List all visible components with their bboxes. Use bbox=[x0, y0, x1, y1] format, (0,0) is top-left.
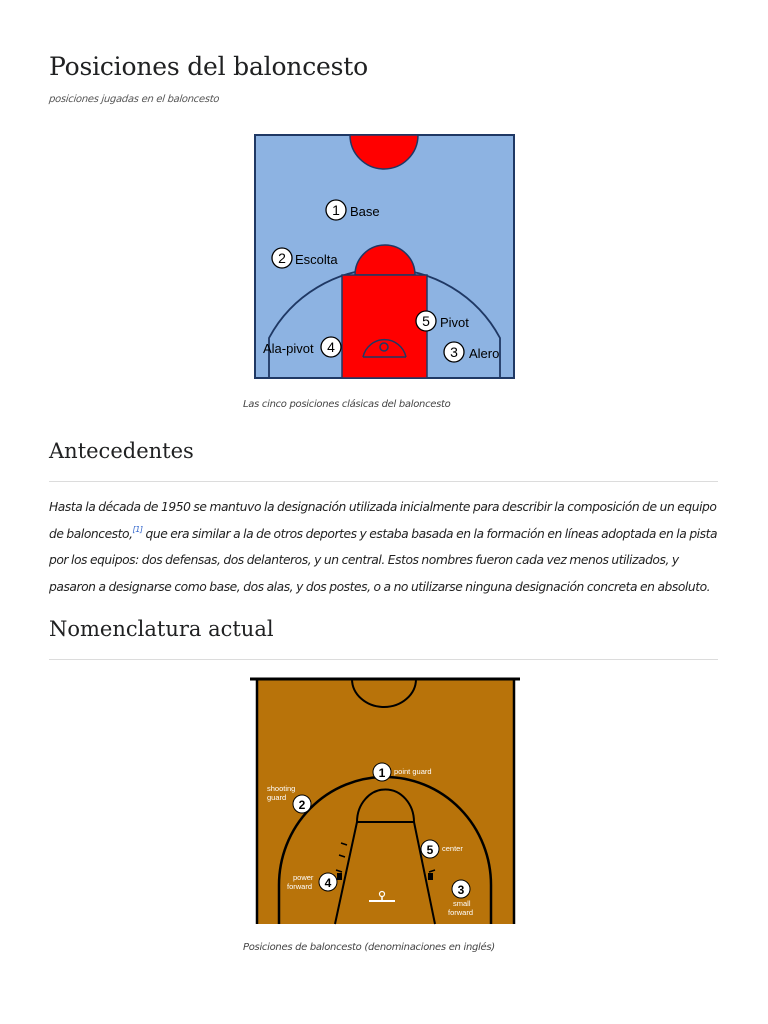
position-1-label: Base bbox=[350, 204, 380, 219]
position-2-label-line2: guard bbox=[267, 793, 287, 802]
section-divider bbox=[49, 481, 718, 482]
section-divider bbox=[49, 659, 718, 660]
term-base: base bbox=[209, 579, 237, 594]
position-2-label: Escolta bbox=[295, 252, 338, 267]
term-postes: postes bbox=[329, 579, 368, 594]
position-4 bbox=[287, 873, 337, 891]
position-4-label: Ala-pivot bbox=[263, 341, 314, 356]
page-title: Posiciones del baloncesto bbox=[49, 52, 368, 81]
position-5-label: center bbox=[442, 844, 463, 853]
paint-area bbox=[342, 275, 427, 378]
position-5-number: 5 bbox=[426, 843, 434, 857]
position-4-label-line1: power bbox=[293, 873, 314, 882]
section-heading-nomenclatura: Nomenclatura actual bbox=[49, 617, 274, 641]
classic-positions-diagram bbox=[253, 133, 516, 381]
para-text: , dos bbox=[236, 579, 267, 594]
para-text: , y un bbox=[307, 553, 342, 567]
english-positions-diagram bbox=[250, 677, 520, 927]
position-2-label-line1: shooting bbox=[267, 784, 296, 793]
para-text: , dos bbox=[216, 553, 247, 567]
lane-block-right bbox=[428, 873, 433, 880]
position-3-label-line2: forward bbox=[448, 908, 474, 917]
position-3-number: 3 bbox=[457, 883, 465, 897]
position-1-number: 1 bbox=[332, 202, 340, 218]
position-2-number: 2 bbox=[278, 250, 286, 266]
para-text: Hasta la década de 1950 se mantuvo la designación utilizada inicialmente para describir la composición de un equipo de baloncesto, bbox=[49, 500, 717, 541]
position-5-number: 5 bbox=[422, 313, 430, 329]
antecedentes-paragraph bbox=[49, 494, 719, 600]
position-5-label: Pivot bbox=[440, 315, 469, 330]
para-text: , y dos bbox=[289, 579, 330, 594]
para-text: que era similar a la de otros deportes y estaba basada en la formación en líneas adoptada en la pista por los equipos: dos bbox=[49, 526, 718, 567]
position-4-label-line2: forward bbox=[287, 882, 313, 891]
para-text: , o a no utilizarse ninguna designación concreta en absoluto. bbox=[367, 579, 711, 594]
position-1-number: 1 bbox=[378, 766, 386, 780]
term-delanteros: delanteros bbox=[246, 553, 308, 567]
position-2-number: 2 bbox=[298, 798, 306, 812]
term-alas: alas bbox=[266, 579, 290, 594]
position-4-number: 4 bbox=[324, 876, 332, 890]
position-1-label: point guard bbox=[394, 767, 432, 776]
position-3-label-line1: small bbox=[453, 899, 471, 908]
position-4-number: 4 bbox=[327, 339, 335, 355]
position-3-label: Alero bbox=[469, 346, 500, 361]
para-text: . Estos nombres fueron cada vez menos utilizados, y pasaron a designarse como bbox=[49, 553, 679, 594]
lane-block-left bbox=[337, 873, 342, 880]
term-defensas: defensas bbox=[165, 553, 217, 567]
figure-2-caption: Posiciones de baloncesto (denominaciones en inglés) bbox=[243, 942, 495, 953]
reference-link[interactable]: [1] bbox=[132, 524, 143, 534]
figure-1-caption: Las cinco posiciones clásicas del baloncesto bbox=[243, 399, 451, 410]
page-subtitle: posiciones jugadas en el baloncesto bbox=[48, 94, 220, 105]
position-3-number: 3 bbox=[450, 344, 458, 360]
term-central: central bbox=[341, 553, 382, 567]
section-heading-antecedentes: Antecedentes bbox=[49, 439, 194, 463]
